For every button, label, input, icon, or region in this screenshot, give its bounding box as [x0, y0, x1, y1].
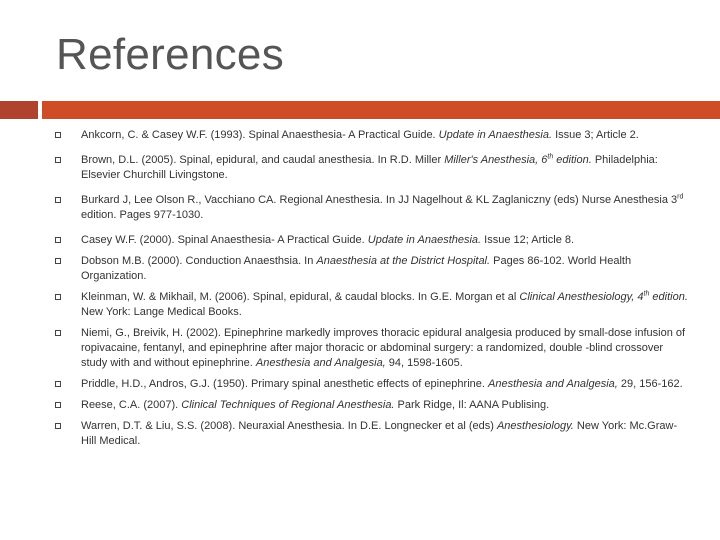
reference-item — [52, 128, 692, 143]
reference-superscript: th — [643, 290, 650, 298]
square-bullet-icon — [55, 237, 61, 243]
reference-text: New York: Lange Medical Books. — [81, 306, 242, 318]
reference-item — [52, 377, 692, 392]
reference-item — [52, 326, 692, 371]
reference-italic-title: Anesthesiology. — [496, 420, 574, 432]
reference-item — [52, 233, 692, 248]
square-bullet-icon — [55, 157, 61, 163]
reference-text: New York: Mc.Graw-Hill Medical. — [81, 420, 678, 447]
reference-text: Issue 3; Article 2. — [552, 129, 639, 141]
square-bullet-icon — [55, 330, 61, 336]
square-bullet-icon — [55, 423, 61, 429]
reference-text: Reese, C.A. (2007). — [81, 399, 182, 411]
reference-item — [52, 398, 692, 413]
title-accent-bar-left — [0, 101, 38, 119]
reference-text: Warren, D.T. & Liu, S.S. (2008). Neuraxial Anesthesia. In D.E. Longnecker et al (eds) — [81, 420, 497, 432]
reference-text: 94, 1598-1605. — [385, 357, 463, 369]
reference-italic-title: Miller's Anesthesia, 6 — [444, 154, 548, 166]
reference-italic-title: Update in Anaesthesia. — [438, 129, 553, 141]
square-bullet-icon — [55, 258, 61, 264]
reference-text: Park Ridge, Il: AANA Publising. — [394, 399, 550, 411]
reference-text: Philadelphia: Elsevier Churchill Livingstone. — [81, 154, 658, 181]
reference-italic-title: Anesthesia and Analgesia, — [488, 378, 618, 390]
reference-italic-title: edition. — [553, 154, 592, 166]
reference-italic-title: Update in Anaesthesia. — [367, 234, 482, 246]
reference-text: Niemi, G., Breivik, H. (2002). Epinephrine markedly improves thoracic epidural analgesia produced by small-dose infusion of ropivacaine, fentanyl, and epinephrine after major thoracic or abdominal surgery: a randomized, double -blind crossover study with and without epinephrine. — [81, 327, 686, 369]
reference-text: Brown, D.L. (2005). Spinal, epidural, and caudal anesthesia. In R.D. Miller — [81, 154, 445, 166]
reference-text: Kleinman, W. & Mikhail, M. (2006). Spinal, epidural, & caudal blocks. In G.E. Morgan et al — [81, 291, 520, 303]
square-bullet-icon — [55, 132, 61, 138]
reference-item — [52, 153, 692, 183]
slide-title: References — [56, 30, 285, 79]
reference-superscript: rd — [677, 193, 684, 201]
square-bullet-icon — [55, 381, 61, 387]
reference-italic-title: Clinical Anesthesiology, 4 — [519, 291, 644, 303]
reference-superscript: th — [547, 153, 554, 161]
reference-italic-title: Anesthesia and Analgesia, — [255, 357, 386, 369]
reference-italic-title: Clinical Techniques of Regional Anesthesia. — [181, 399, 395, 411]
square-bullet-icon — [55, 402, 61, 408]
title-accent-bar — [42, 101, 720, 119]
reference-item — [52, 193, 692, 223]
reference-italic-title: edition. — [649, 291, 688, 303]
reference-item — [52, 419, 692, 449]
reference-text: edition. Pages 977-1030. — [81, 209, 204, 221]
reference-italic-title: Anaesthesia at the District Hospital. — [316, 255, 491, 267]
reference-text: Casey W.F. (2000). Spinal Anaesthesia- A Practical Guide. — [81, 234, 368, 246]
reference-text: 29, 156-162. — [617, 378, 683, 390]
reference-item — [52, 254, 692, 284]
reference-text: Ankcorn, C. & Casey W.F. (1993). Spinal Anaesthesia- A Practical Guide. — [81, 129, 439, 141]
reference-text: Pages 86-102. World Health Organization. — [81, 255, 632, 282]
reference-item — [52, 290, 692, 320]
square-bullet-icon — [55, 197, 61, 203]
reference-list — [52, 128, 692, 449]
square-bullet-icon — [55, 294, 61, 300]
reference-text: Issue 12; Article 8. — [481, 234, 575, 246]
reference-text: Dobson M.B. (2000). Conduction Anaesthsia. In — [81, 255, 317, 267]
reference-text: Priddle, H.D., Andros, G.J. (1950). Primary spinal anesthetic effects of epinephrine. — [81, 378, 488, 390]
reference-text: Burkard J, Lee Olson R., Vacchiano CA. Regional Anesthesia. In JJ Nagelhout & KL Zaglaniczny (eds) Nurse Anesthesia 3 — [81, 194, 678, 206]
